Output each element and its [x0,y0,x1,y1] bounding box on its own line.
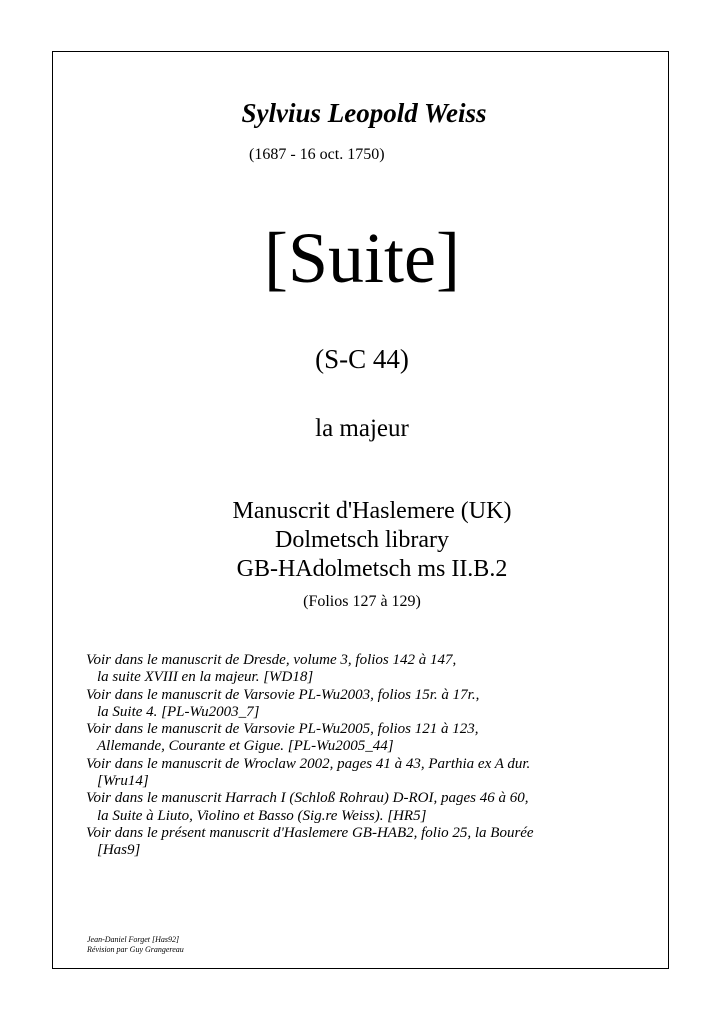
composer-dates: (1687 - 16 oct. 1750) [249,146,385,163]
source-folios: (Folios 127 à 129) [303,593,421,610]
source-manuscript: Manuscrit d'Haslemere (UK) [232,498,512,524]
key-signature: la majeur [315,415,409,442]
source-library: Dolmetsch library [275,527,449,553]
reference-line: [Has9] [97,842,141,859]
credit-revision: Révision par Guy Grangereau [87,945,184,954]
reference-line: la suite XVIII en la majeur. [WD18] [97,669,314,686]
reference-line: la Suite à Liuto, Violino et Basso (Sig.re Weiss). [HR5] [97,807,427,824]
reference-line: Allemande, Courante et Gigue. [PL-Wu2005_44] [97,738,394,755]
catalog-number: (S-C 44) [315,344,409,374]
work-title: [Suite] [264,218,460,298]
composer-name: Sylvius Leopold Weiss [241,98,487,128]
credit-author: Jean-Daniel Forget [Has92] [87,935,180,944]
concordance-references [86,652,666,860]
reference-line: Voir dans le manuscrit Harrach I (Schloß Rohrau) D-ROI, pages 46 à 60, [86,790,529,807]
reference-line: Voir dans le manuscrit de Wroclaw 2002, pages 41 à 43, Parthia ex A dur. [86,755,531,772]
reference-line: Voir dans le manuscrit de Dresde, volume 3, folios 142 à 147, [86,652,457,668]
credits [87,935,184,955]
reference-line: la Suite 4. [PL-Wu2003_7] [97,703,260,720]
reference-line: Voir dans le manuscrit de Varsovie PL-Wu2005, folios 121 à 123, [86,721,479,738]
source-shelfmark: GB-HAdolmetsch ms II.B.2 [236,556,508,582]
reference-line: [Wru14] [97,773,149,790]
reference-line: Voir dans le présent manuscrit d'Haslemere GB-HAB2, folio 25, la Bourée [86,824,534,841]
reference-line: Voir dans le manuscrit de Varsovie PL-Wu2003, folios 15r. à 17r., [86,686,480,703]
